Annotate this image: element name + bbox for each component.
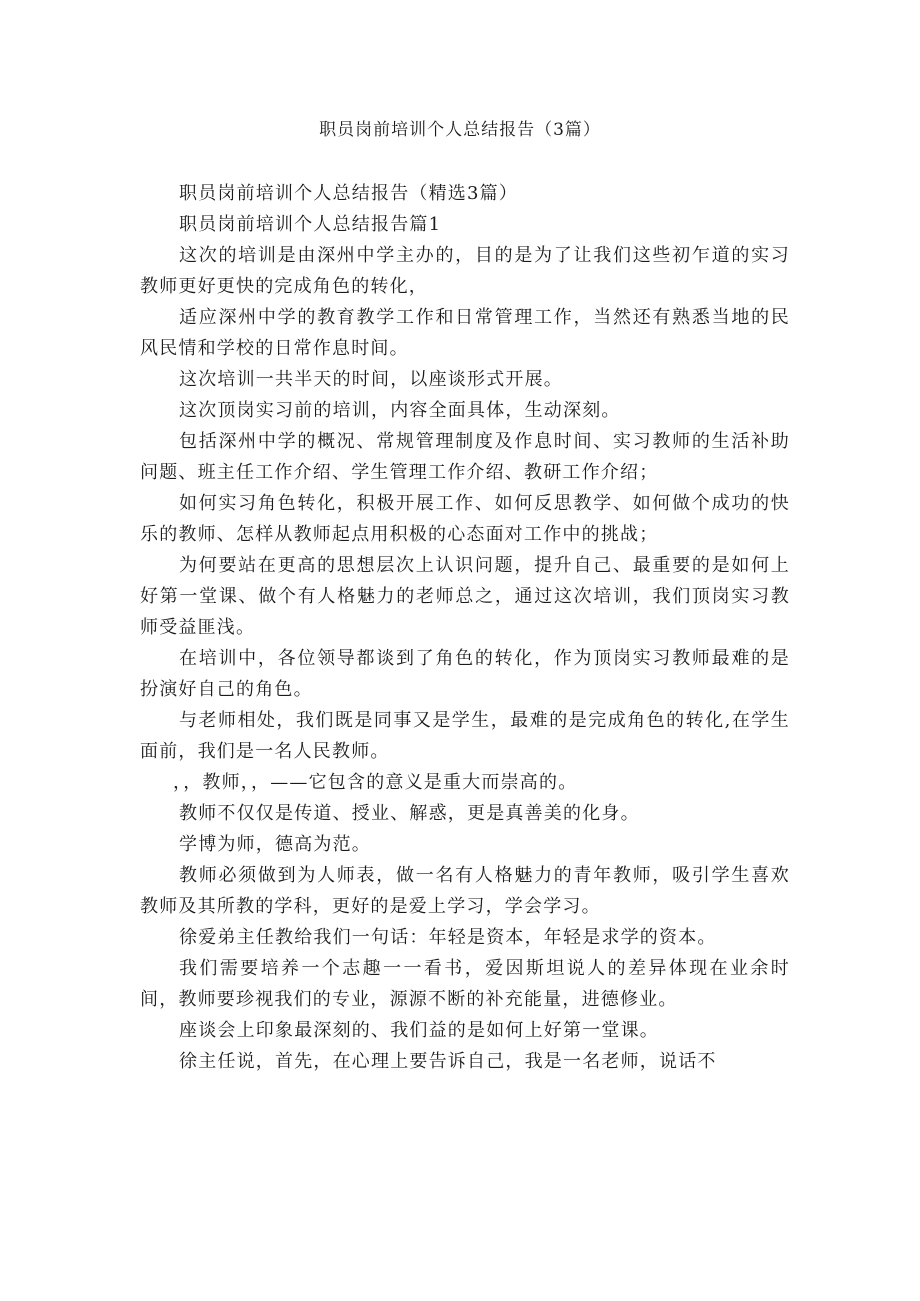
paragraph: 徐主任说，首先，在心理上要告诉自己，我是一名老师，说话不 <box>179 1051 717 1072</box>
paragraph: 包括深州中学的概况、常规管理制度及作息时间、实习教师的生活补助问题、班主任工作介绍、学生管理工作介绍、教研工作介绍； <box>140 431 790 483</box>
paragraph: 与老师相处，我们既是同事又是学生，最难的是完成角色的转化,在学生面前，我们是一名人民教师。 <box>140 710 790 762</box>
paragraph-section-heading: 职员岗前培训个人总结报告篇1 <box>179 214 442 235</box>
paragraph: 这次的培训是由深州中学主办的，目的是为了让我们这些初乍道的实习教师更好更快的完成角色的转化， <box>140 245 790 297</box>
paragraph: 教师不仅仅是传道、授业、解惑，更是真善美的化身。 <box>179 803 640 824</box>
paragraph: 这次培训一共半天的时间，以座谈形式开展。 <box>179 369 563 390</box>
paragraph: 学博为师，德高为范。 <box>179 834 371 855</box>
paragraph: 在培训中，各位领导都谈到了角色的转化，作为顶岗实习教师最难的是扮演好自己的角色。 <box>140 648 790 700</box>
document-title: 职员岗前培训个人总结报告（3篇） <box>319 120 601 140</box>
paragraph: 如何实习角色转化，积极开展工作、如何反思教学、如何做个成功的快乐的教师、怎样从教师起点用积极的心态面对工作中的挑战； <box>140 493 790 545</box>
document-body <box>140 178 790 1077</box>
paragraph: 我们需要培养一个志趣一一看书，爱因斯坦说人的差异体现在业余时间，教师要珍视我们的专业，源源不断的补充能量，进德修业。 <box>140 958 790 1010</box>
paragraph: 教师必须做到为人师表，做一名有人格魅力的青年教师，吸引学生喜欢教师及其所教的学科，更好的是爱上学习，学会学习。 <box>140 865 790 917</box>
paragraph: 这次顶岗实习前的培训，内容全面具体，生动深刻。 <box>179 400 621 421</box>
paragraph: 为何要站在更高的思想层次上认识问题，提升自己、最重要的是如何上好第一堂课、做个有人格魅力的老师总之，通过这次培训，我们顶岗实习教师受益匪浅。 <box>140 555 790 638</box>
paragraph: 适应深州中学的教育教学工作和日常管理工作，当然还有熟悉当地的民风民情和学校的日常作息时间。 <box>140 307 790 359</box>
paragraph: 座谈会上印象最深刻的、我们益的是如何上好第一堂课。 <box>179 1020 659 1041</box>
paragraph-subtitle: 职员岗前培训个人总结报告（精选3篇） <box>179 183 519 204</box>
paragraph: 徐爱弟主任教给我们一句话：年轻是资本，年轻是求学的资本。 <box>179 927 717 948</box>
paragraph: ，，教师，，——它包含的意义是重大而崇高的。 <box>173 772 578 793</box>
